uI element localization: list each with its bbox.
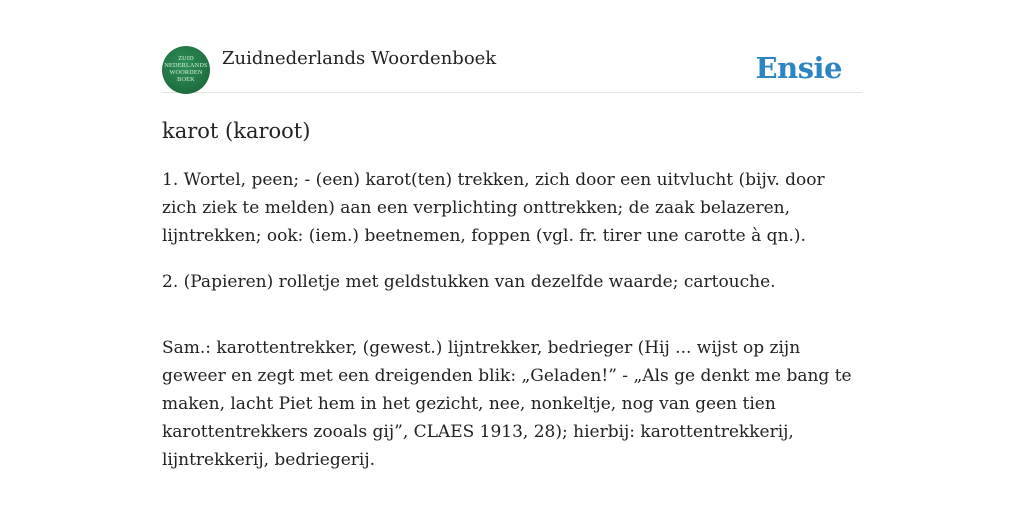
logo-text-line-4: BOEK bbox=[177, 75, 195, 83]
logo-text-line-3: WOORDEN bbox=[169, 69, 203, 76]
definition-1: 1. Wortel, peen; - (een) karot(ten) trekken, zich door een uitvlucht (bijv. door zich ziek te melden) aan een verplichting onttrekken; de zaak belazeren, lijntrekken; ook: (iem.) beetnemen, foppen (vgl. fr. tirer une carotte à qn.). bbox=[162, 170, 825, 246]
site-logo[interactable] bbox=[162, 46, 210, 94]
ensie-brand-link[interactable]: Ensie bbox=[755, 51, 842, 85]
entry-content bbox=[162, 116, 862, 492]
logo-text-line-1: ZUID bbox=[178, 55, 194, 63]
header bbox=[162, 44, 862, 93]
dictionary-title-link[interactable]: Zuidnederlands Woordenboek bbox=[222, 48, 497, 69]
synonyms-paragraph: Sam.: karottentrekker, (gewest.) lijntrekker, bedrieger (Hij ... wijst op zijn geweer en zegt met een dreigenden blik: „Geladen!” - „Als ge denkt me bang te maken, lacht Piet hem in het gezicht, nee, nonkeltje, nog van geen tien karottentrekkers zooals gij”, CLAES 1913, 28); hierbij: karottentrekkerij, lijntrekkerij, bedriegerij. bbox=[162, 338, 852, 470]
entry-headword: karot (karoot) bbox=[162, 119, 311, 143]
definition-2: 2. (Papieren) rolletje met geldstukken van dezelfde waarde; cartouche. bbox=[162, 272, 776, 292]
logo-text-line-2: NEDERLANDS bbox=[164, 62, 208, 70]
